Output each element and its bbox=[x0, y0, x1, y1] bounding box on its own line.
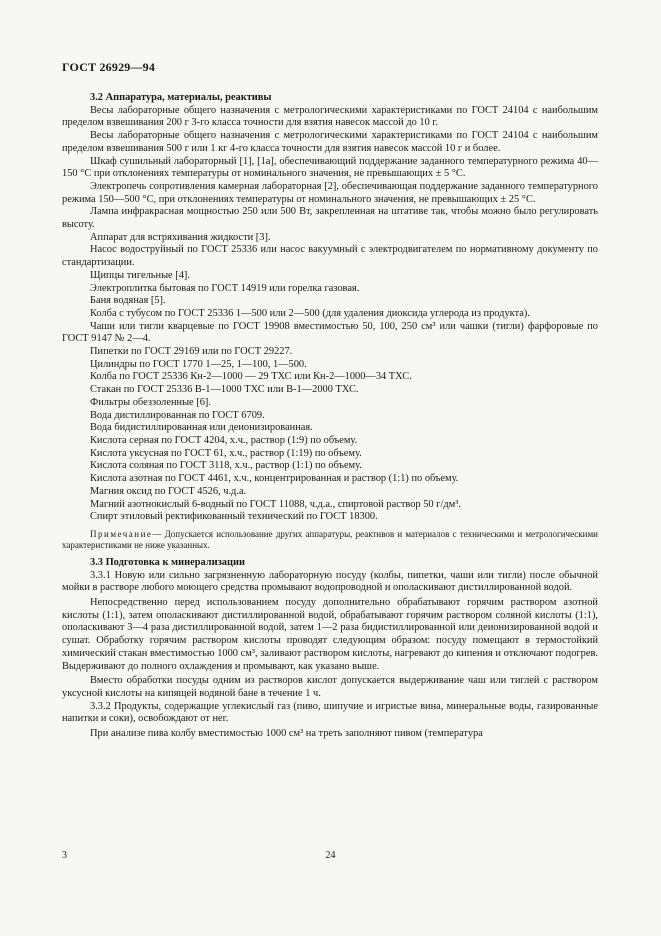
paragraph: Лампа инфракрасная мощностью 250 или 500 Вт, закрепленная на штативе так, чтобы можно было регулировать высоту. bbox=[62, 206, 598, 231]
paragraph: Кислота уксусная по ГОСТ 61, х.ч., раствор (1:19) по объему. bbox=[90, 447, 362, 459]
section-heading: 3.2 Аппаратура, материалы, реактивы bbox=[90, 92, 272, 103]
paragraph: Шкаф сушильный лабораторный [1], [1а], обеспечивающий поддержание заданного температурного режима 40—150 °С при отклонениях температуры от номинального значения, не превышающих ± 5 °С. bbox=[62, 155, 598, 180]
paragraph: Кислота соляная по ГОСТ 3118, х.ч., раствор (1:1) по объему. bbox=[90, 460, 362, 472]
paragraph: Магния оксид по ГОСТ 4526, ч.д.а. bbox=[90, 485, 247, 497]
footer-left-number: 3 bbox=[62, 850, 67, 861]
paragraph: Колба с тубусом по ГОСТ 25336 1—500 или 2—500 (для удаления диоксида углерода из продукта). bbox=[90, 307, 530, 319]
paragraph: Цилиндры по ГОСТ 1770 1—25, 1—100, 1—500. bbox=[90, 358, 307, 370]
paragraph: Вместо обработки посуды одним из растворов кислот допускается выдерживание чаш или тиглей с раствором уксусной кислоты на кипящей водяной бане в течение 1 ч. bbox=[62, 675, 598, 699]
paragraph: Весы лабораторные общего назначения с метрологическими характеристиками по ГОСТ 24104 с наибольшим пределом взвешивания 200 г 3-го класса точности для взятия навесок массой до 10 г. bbox=[62, 104, 598, 129]
paragraph: Стакан по ГОСТ 25336 В-1—1000 ТХС или В-1—2000 ТХС. bbox=[90, 384, 359, 396]
paragraph: Непосредственно перед использованием посуду дополнительно обрабатывают горячим раствором азотной кислоты (1:1), затем ополаскивают дистиллированной водой, обрабатывают горячим раствором соляной кислоты (1:1), ополаскивают 3—4 раза дистиллированной водой, затем 1—2 раза бидистиллированной или деионизированной водой и сушат. Обработку горячим раствором кислоты проводят следующим образом: посуду помещают в термостойкий химический стакан вместимостью 1000 см³, заливают раствором кислоты, нагревают до кипения и отключают подогрев. Выдерживают до полного охлаждения и промывают, как указано выше. bbox=[62, 597, 598, 672]
paragraph: Аппарат для встряхивания жидкости [3]. bbox=[90, 231, 271, 243]
paragraph: Вода дистиллированная по ГОСТ 6709. bbox=[90, 409, 265, 421]
paragraph: Электроплитка бытовая по ГОСТ 14919 или горелка газовая. bbox=[90, 282, 360, 294]
note-label: Примечание bbox=[90, 528, 153, 539]
section-heading: 3.3 Подготовка к минерализации bbox=[90, 556, 245, 568]
paragraph: Колба по ГОСТ 25336 Кн-2—1000 — 29 ТХС или Кн-2—1000—34 ТХС. bbox=[90, 371, 412, 383]
paragraph: Магний азотнокислый 6-водный по ГОСТ 11088, ч.д.а., спиртовой раствор 50 г/дм³. bbox=[90, 498, 461, 510]
paragraph: Кислота серная по ГОСТ 4204, х.ч., раствор (1:9) по объему. bbox=[90, 434, 358, 446]
note bbox=[62, 529, 598, 552]
paragraph: При анализе пива колбу вместимостью 1000 см³ на треть заполняют пивом (температура bbox=[90, 728, 483, 740]
paragraph: Весы лабораторные общего назначения с метрологическими характеристиками по ГОСТ 24104 с наибольшим пределом взвешивания 500 г или 1 кг 4-го класса точности для взятия навесок массой 10 г и более. bbox=[62, 130, 598, 154]
page-number: 24 bbox=[325, 850, 336, 861]
paragraph: Чаши или тигли кварцевые по ГОСТ 19908 вместимостью 50, 100, 250 см³ или чашки (тигли) фарфоровые по ГОСТ 9147 № 2—4. bbox=[62, 320, 598, 345]
paragraph: Пипетки по ГОСТ 29169 или по ГОСТ 29227. bbox=[90, 346, 293, 358]
paragraph: Насос водоструйный по ГОСТ 25336 или насос вакуумный с электродвигателем по нормативному документу по стандартизации. bbox=[62, 244, 598, 269]
paragraph: Спирт этиловый ректификованный технический по ГОСТ 18300. bbox=[90, 511, 378, 523]
note-text: — Допускается использование других аппаратуры, реактивов и материалов с техническими и метрологическими характеристиками не ниже указанных. bbox=[62, 528, 598, 551]
paragraph: 3.3.2 Продукты, содержащие углекислый газ (пиво, шипучие и игристые вина, минеральные воды, газированные напитки и соки), освобождают от нег. bbox=[62, 700, 598, 725]
document-body bbox=[62, 92, 598, 741]
paragraph: Баня водяная [5]. bbox=[90, 295, 166, 307]
paragraph: Электропечь сопротивления камерная лабораторная [2], обеспечивающая поддержание заданного температурного режима 150—500 °С, при отклонениях температуры от номинального значения, не превышающих ± 25 °С. bbox=[62, 180, 598, 205]
paragraph: Вода бидистиллированная или деионизированная. bbox=[90, 422, 313, 434]
paragraph: Фильтры обеззоленные [6]. bbox=[90, 396, 211, 408]
paragraph: Щипцы тигельные [4]. bbox=[90, 269, 190, 281]
document-header: ГОСТ 26929—94 bbox=[62, 60, 156, 74]
paragraph: 3.3.1 Новую или сильно загрязненную лабораторную посуду (колбы, пипетки, чаши или тигли) после обычной мойки в растворе любого моющего средства промывают водопроводной и ополаскивают дистиллированной водой. bbox=[62, 569, 598, 594]
paragraph: Кислота азотная по ГОСТ 4461, х.ч., концентрированная и раствор (1:1) по объему. bbox=[90, 473, 459, 485]
